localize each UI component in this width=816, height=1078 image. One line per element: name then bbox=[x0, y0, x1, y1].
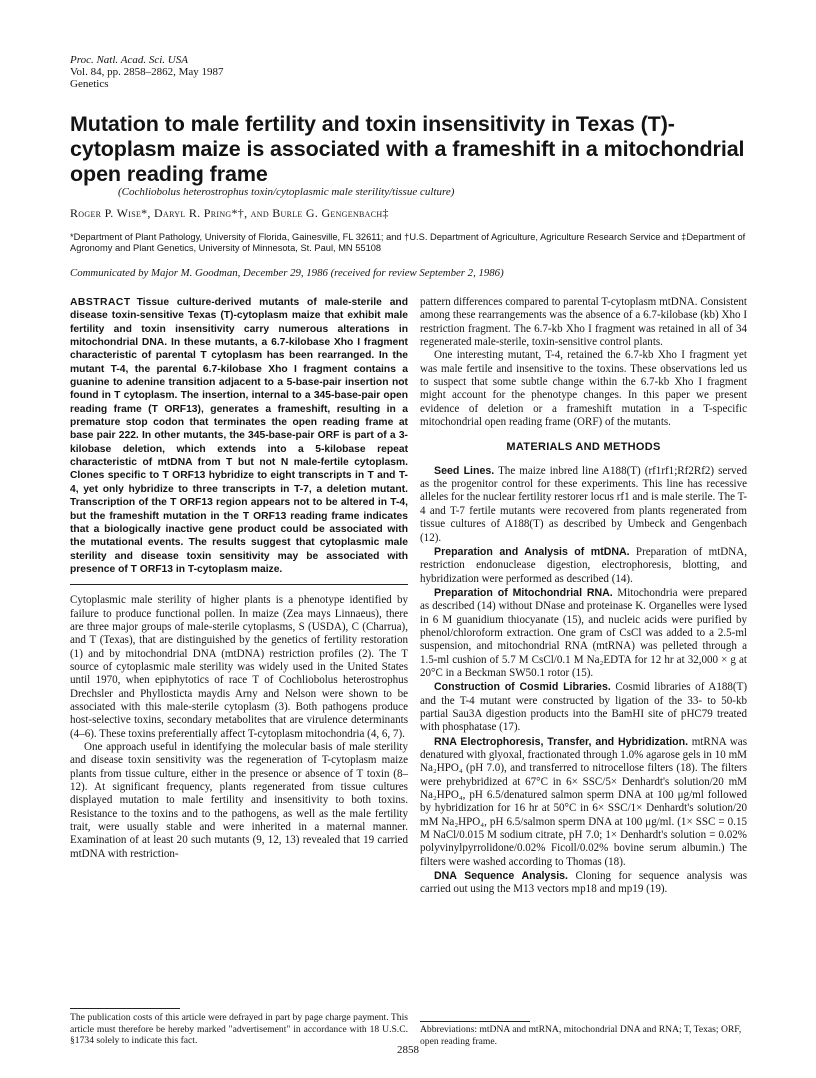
methods-mtrna bbox=[420, 587, 747, 680]
methods-rna bbox=[420, 736, 747, 869]
subtext: Preparation of mtDNA, restriction endonuclease digestion, electrophoresis, blotting, and hybridization were performed as described (14). bbox=[420, 545, 747, 585]
abstract-text: Tissue culture-derived mutants of male-sterile and disease toxin-sensitive Texas (T)-cytoplasm maize that exhibit male fertility and toxin insensitivity carry numerous alterations in mitochondrial DNA. In these mutants, a 6.7-kilobase Xho I fragment characteristic of parental T cytoplasm has been rearranged. In the mutant T-4, the parental 6.7-kilobase Xho I fragment contains a guanine to adenine transition adjacent to a 5-base-pair insertion not found in T cytoplasm. The insertion, internal to a 345-base-pair open reading frame (T ORF13), generates a frameshift, resulting in a premature stop codon that terminates the open reading frame at base pair 222. In other mutants, the 345-base-pair ORF is part of a 3-kilobase deletion, which extends into a 5-kilobase repeat characteristic of mtDNA from T but not N male-fertile cytoplasm. Clones specific to T ORF13 hybridize to eight transcripts in T and T-4, yet only hybridize to three transcripts in T-7, a deletion mutant. Transcription of the T ORF13 region appears not to be altered in T-4, but the frameshift mutation in the T ORF13 reading frame indicates that a biologically inactive gene product could be associated with the mutational events. The results suggest that cytoplasmic male sterility and disease toxin sensitivity may be associated with presence of T ORF13 in T-cytoplasm maize. bbox=[70, 297, 408, 575]
journal-volume: Vol. 84, pp. 2858–2862, May 1987 bbox=[70, 66, 224, 78]
affiliations: *Department of Plant Pathology, University of Florida, Gainesville, FL 32611; and †U.S. Department of Agriculture, Agriculture Research Service and ‡Department of Agronomy and Plant Genetics, University of Minnesota, St. Paul, MN 55108 bbox=[70, 232, 746, 253]
methods-sequence bbox=[420, 870, 747, 897]
right-column bbox=[420, 296, 747, 898]
subtext: Mitochondria were prepared as described (14) without DNase and proteinase K. Organelles were lysed in 6 M guanidium thiocyanate (15), and nucleic acids were purified by phenol/chloroform extraction. One gram of CsCl was added to a 2.5-ml suspension, and mitochondrial RNA (mtRNA) was pelleted through a 1.5-ml cushion of 5.7 M CsCl/0.1 M Na₂EDTA for 12 hr at 32,000 × g at 20°C in a Beckman SW50.1 rotor (15). bbox=[420, 586, 747, 679]
left-column bbox=[70, 296, 408, 861]
article-title: Mutation to male fertility and toxin insensitivity in Texas (T)-cytoplasm maize is associated with a frameshift in a mitochondrial open reading frame bbox=[70, 112, 745, 186]
subhead: DNA Sequence Analysis. bbox=[434, 870, 568, 883]
subtext: mtRNA was denatured with glyoxal, fractionated through 1.0% agarose gels in 10 mM Na₂HPO₄ (pH 7.0), and transferred to nitrocellose filters (18). The filters were prehybridized at 67°C in 6× SSC/5× Denhardt's solution/20 mM Na₂HPO₄, pH 6.5/denatured salmon sperm DNA at 100 μg/ml followed by hybridization for 16 hr at 50°C in 6× SSC/1× Denhardt's solution/20 mM Na₂HPO₄, pH 6.5/salmon sperm DNA at 100 μg/ml. (1× SSC = 0.15 M NaCl/0.015 M sodium citrate, pH 7.0; 1× Denhardt's solution = 0.02% polyvinylpyrrolidone/0.02% Ficoll/0.02% bovine serum albumin.) The filters were washed according to Thomas (18). bbox=[420, 735, 747, 868]
intro-paragraph-3: pattern differences compared to parental T-cytoplasm mtDNA. Consistent among these rearrangements was the absence of a 6.7-kilobase (kb) Xho I restriction fragment. The 6.7-kb Xho I fragment was retained in all of 34 regenerated male-sterile, toxin-sensitive control plants. bbox=[420, 296, 747, 349]
methods-mtdna bbox=[420, 546, 747, 586]
subtext: The maize inbred line A188(T) (rf1rf1;Rf2Rf2) served as the progenitor control for these experiments. This line has recessive alleles for the nuclear fertility restorer locus rf1 and is male sterile. The T-4 and T-7 fertile mutants were recovered from plants regenerated from tissue cultures of A188(T) as described by Umbeck and Gengenbach (12). bbox=[420, 464, 747, 544]
subhead: Preparation and Analysis of mtDNA. bbox=[434, 545, 630, 558]
abstract-divider bbox=[70, 584, 408, 585]
abbreviations-note: Abbreviations: mtDNA and mtRNA, mitochondrial DNA and RNA; T, Texas; ORF, open reading frame. bbox=[420, 1024, 742, 1047]
footnote-divider bbox=[70, 1008, 180, 1009]
subhead: Preparation of Mitochondrial RNA. bbox=[434, 586, 613, 599]
authors: Roger P. Wise*, Daryl R. Pring*†, and Burle G. Gengenbach‡ bbox=[70, 206, 389, 220]
footnote-divider bbox=[420, 1021, 530, 1022]
intro-paragraph-4: One interesting mutant, T-4, retained the 6.7-kb Xho I fragment yet was male fertile and insensitive to the toxins. These observations led us to suspect that some subtle change within the 6.7-kb Xho I fragment might account for the phenotype changes. In this paper we present evidence of deletion or a frameshift mutation in a T-specific mitochondrial open reading frame (ORF) of the mutants. bbox=[420, 349, 747, 429]
subtext: Cloning for sequence analysis was carried out using the M13 vectors mp18 and mp19 (19). bbox=[420, 870, 747, 896]
subtext: Cosmid libraries of A188(T) and the T-4 mutant were constructed by ligation of the 33- to 50-kb partial Sau3A digestion products into the BamHI site of pHC79 treated with phosphatase (17). bbox=[420, 681, 748, 734]
journal-name: Proc. Natl. Acad. Sci. USA bbox=[70, 54, 188, 66]
subhead: Seed Lines. bbox=[434, 464, 495, 477]
subhead: RNA Electrophoresis, Transfer, and Hybridization. bbox=[434, 735, 689, 748]
journal-header bbox=[70, 54, 224, 90]
methods-heading: MATERIALS AND METHODS bbox=[506, 441, 661, 454]
methods-seed-lines bbox=[420, 465, 747, 545]
subhead: Construction of Cosmid Libraries. bbox=[434, 681, 611, 694]
communicated-by: Communicated by Major M. Goodman, December 29, 1986 (received for review September 2, 1986) bbox=[70, 267, 504, 279]
journal-section: Genetics bbox=[70, 78, 109, 90]
abstract bbox=[70, 296, 408, 576]
publication-cost-note: The publication costs of this article were defrayed in part by page charge payment. This article must therefore be hereby marked "advertisement" in accordance with 18 U.S.C. §1734 solely to indicate this fact. bbox=[70, 1012, 408, 1046]
abstract-heading: ABSTRACT bbox=[70, 297, 131, 308]
intro-paragraph-1: Cytoplasmic male sterility of higher plants is a phenotype identified by failure to produce functional pollen. In maize (Zea mays Linnaeus), there are three major groups of male-sterile cytoplasms, S (USDA), C (Charrua), and T (Texas), that are distinguished by the genetics of fertility restoration (1) and by mitochondrial DNA (mtDNA) restriction profiles (2). The T source of cytoplasmic male sterility was widely used in the United States until 1970, when epiphytotics of race T of Cochliobolus heterostrophus Drechsler and Phyllosticta maydis Arny and Nelson were shown to be associated with this male-sterile cytoplasm (3). Both pathogens produce host-selective toxins, secondary metabolites that are virulence determinants (4–6). These toxins preferentially affect T-cytoplasm mitochondria (4, 6, 7). bbox=[70, 594, 408, 740]
page-number: 2858 bbox=[397, 1044, 419, 1056]
methods-cosmid bbox=[420, 681, 747, 734]
keywords: (Cochliobolus heterostrophus toxin/cytoplasmic male sterility/tissue culture) bbox=[118, 186, 455, 198]
intro-paragraph-2: One approach useful in identifying the molecular basis of male sterility and disease toxin sensitivity was the regeneration of T-cytoplasm maize plants from tissue culture, either in the presence or absence of T toxin (8–12). At significant frequency, plants regenerated from tissue cultures displayed mutation to male fertility and insensitivity to both toxins. Resistance to the toxins and to the pathogens, as well as the male fertility trait, were usually stable and were inherited in a maternal manner. Examination of at least 20 such mutants (9, 12, 13) revealed that 19 carried mtDNA with restriction- bbox=[70, 741, 408, 860]
